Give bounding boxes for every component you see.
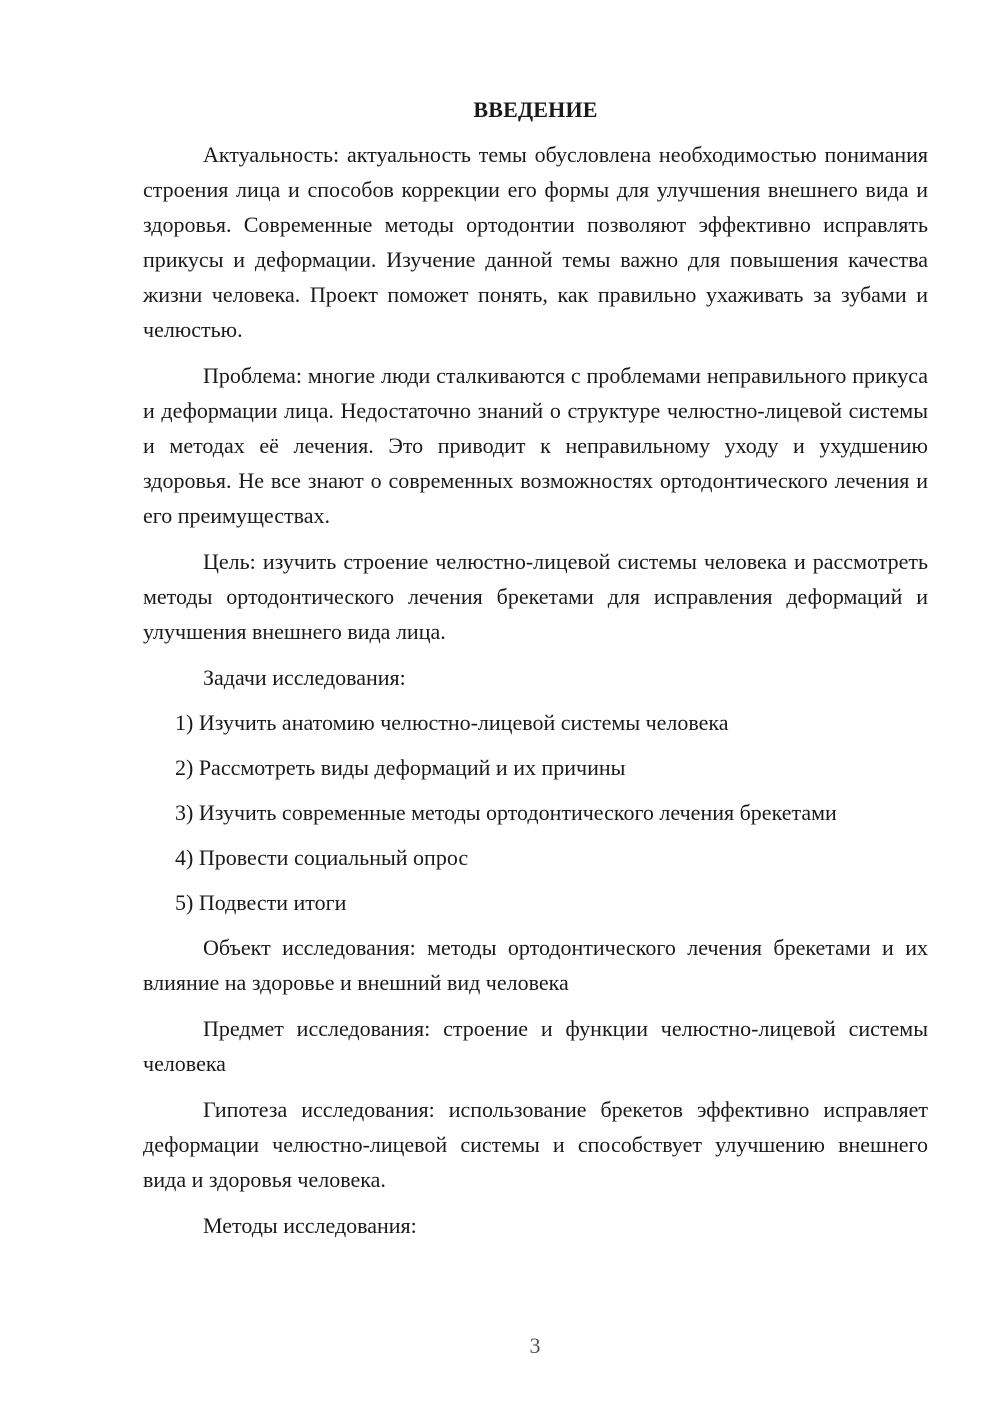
list-item: 3) Изучить современные методы ортодонтического лечения брекетами bbox=[175, 800, 837, 825]
page-content bbox=[143, 92, 928, 1253]
list-item: 2) Рассмотреть виды деформаций и их причины bbox=[175, 755, 626, 780]
object-paragraph: Объект исследования: методы ортодонтического лечения брекетами и их влияние на здоровье и внешний вид человека bbox=[143, 935, 928, 995]
list-item: 4) Провести социальный опрос bbox=[175, 845, 469, 870]
relevance-paragraph: Актуальность: актуальность темы обусловлена необходимостью понимания строения лица и способов коррекции его формы для улучшения внешнего вида и здоровья. Современные методы ортодонтии позволяют эффективно исправлять прикусы и деформации. Изучение данной темы важно для повышения качества жизни человека. Проект поможет понять, как правильно ухаживать за зубами и челюстью. bbox=[143, 142, 928, 342]
goal-paragraph: Цель: изучить строение челюстно-лицевой системы человека и рассмотреть методы ортодонтического лечения брекетами для исправления деформаций и улучшения внешнего вида лица. bbox=[143, 549, 928, 644]
section-heading: ВВЕДЕНИЕ bbox=[473, 97, 598, 122]
list-item: 1) Изучить анатомию челюстно-лицевой системы человека bbox=[175, 710, 729, 735]
methods-title: Методы исследования: bbox=[203, 1213, 417, 1238]
tasks-title: Задачи исследования: bbox=[203, 665, 406, 690]
subject-paragraph: Предмет исследования: строение и функции челюстно-лицевой системы человека bbox=[143, 1016, 928, 1076]
list-item: 5) Подвести итоги bbox=[175, 890, 347, 915]
problem-paragraph: Проблема: многие люди сталкиваются с проблемами неправильного прикуса и деформации лица. Недостаточно знаний о структуре челюстно-лицевой системы и методах её лечения. Это приводит к неправильному уходу и ухудшению здоровья. Не все знают о современных возможностях ортодонтического лечения и его преимуществах. bbox=[143, 363, 928, 528]
page-number: 3 bbox=[529, 1333, 541, 1358]
tasks-list bbox=[143, 705, 928, 920]
hypothesis-paragraph: Гипотеза исследования: использование брекетов эффективно исправляет деформации челюстно-лицевой системы и способствует улучшению внешнего вида и здоровья человека. bbox=[143, 1097, 928, 1192]
